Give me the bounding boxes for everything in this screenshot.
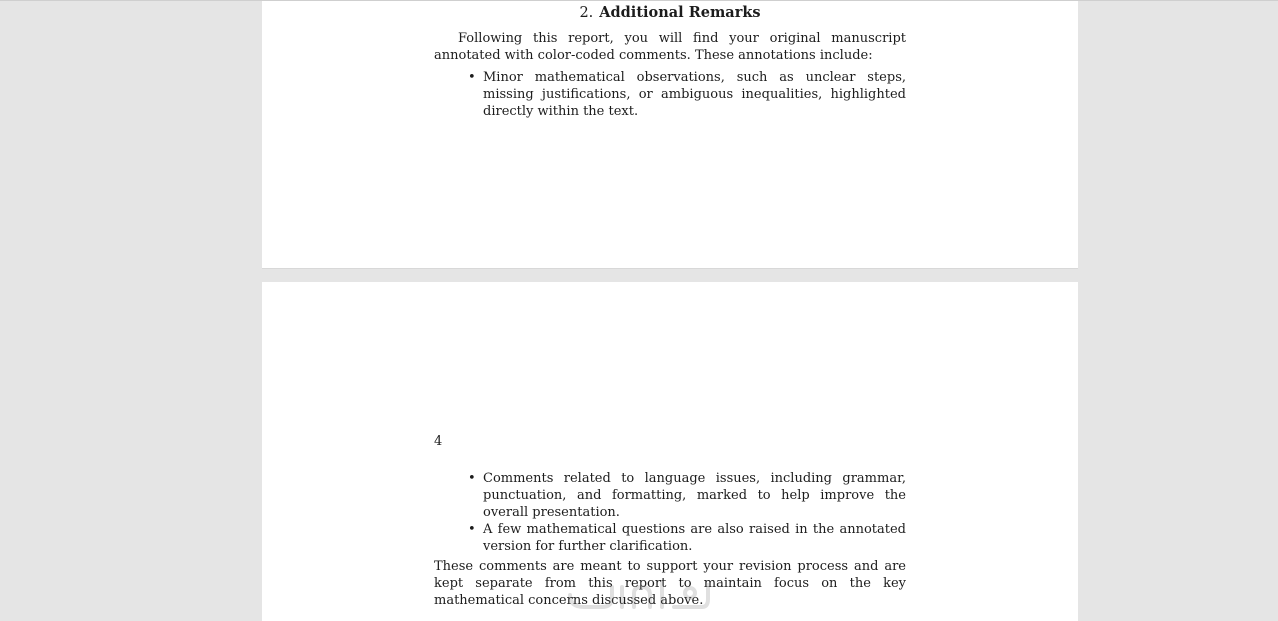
section-title: Additional Remarks xyxy=(599,4,761,21)
section-heading xyxy=(434,4,906,22)
bullet-text: A few mathematical questions are also raised in the annotated version for further clarification. xyxy=(483,522,906,554)
list-item xyxy=(434,470,906,521)
page-4 xyxy=(262,282,1078,621)
bullet-text: Minor mathematical observations, such as unclear steps, missing justifications, or ambiguous inequalities, highlighted directly within the text. xyxy=(483,70,906,119)
bullet-icon: • xyxy=(468,471,476,486)
page-3 xyxy=(262,1,1078,268)
bullet-list-page-3 xyxy=(434,69,906,120)
section-number: 2. xyxy=(579,5,594,21)
intro-paragraph: Following this report, you will find your original manuscript annotated with color-coded comments. These annotations include: xyxy=(434,31,906,63)
bullet-icon: • xyxy=(468,522,476,537)
page-3-body xyxy=(434,30,906,120)
bullet-list-page-4 xyxy=(434,470,906,555)
list-item xyxy=(434,521,906,555)
closing-paragraph: These comments are meant to support your revision process and are kept separate from this report to maintain focus on the key mathematical concerns discussed above. xyxy=(434,559,906,608)
list-item xyxy=(434,69,906,120)
bullet-text: Comments related to language issues, including grammar, punctuation, and formatting, marked to help improve the overall presentation. xyxy=(483,471,906,520)
watermark-logo-icon xyxy=(562,573,712,613)
bullet-icon: • xyxy=(468,70,476,85)
page-number: 4 xyxy=(434,434,443,449)
